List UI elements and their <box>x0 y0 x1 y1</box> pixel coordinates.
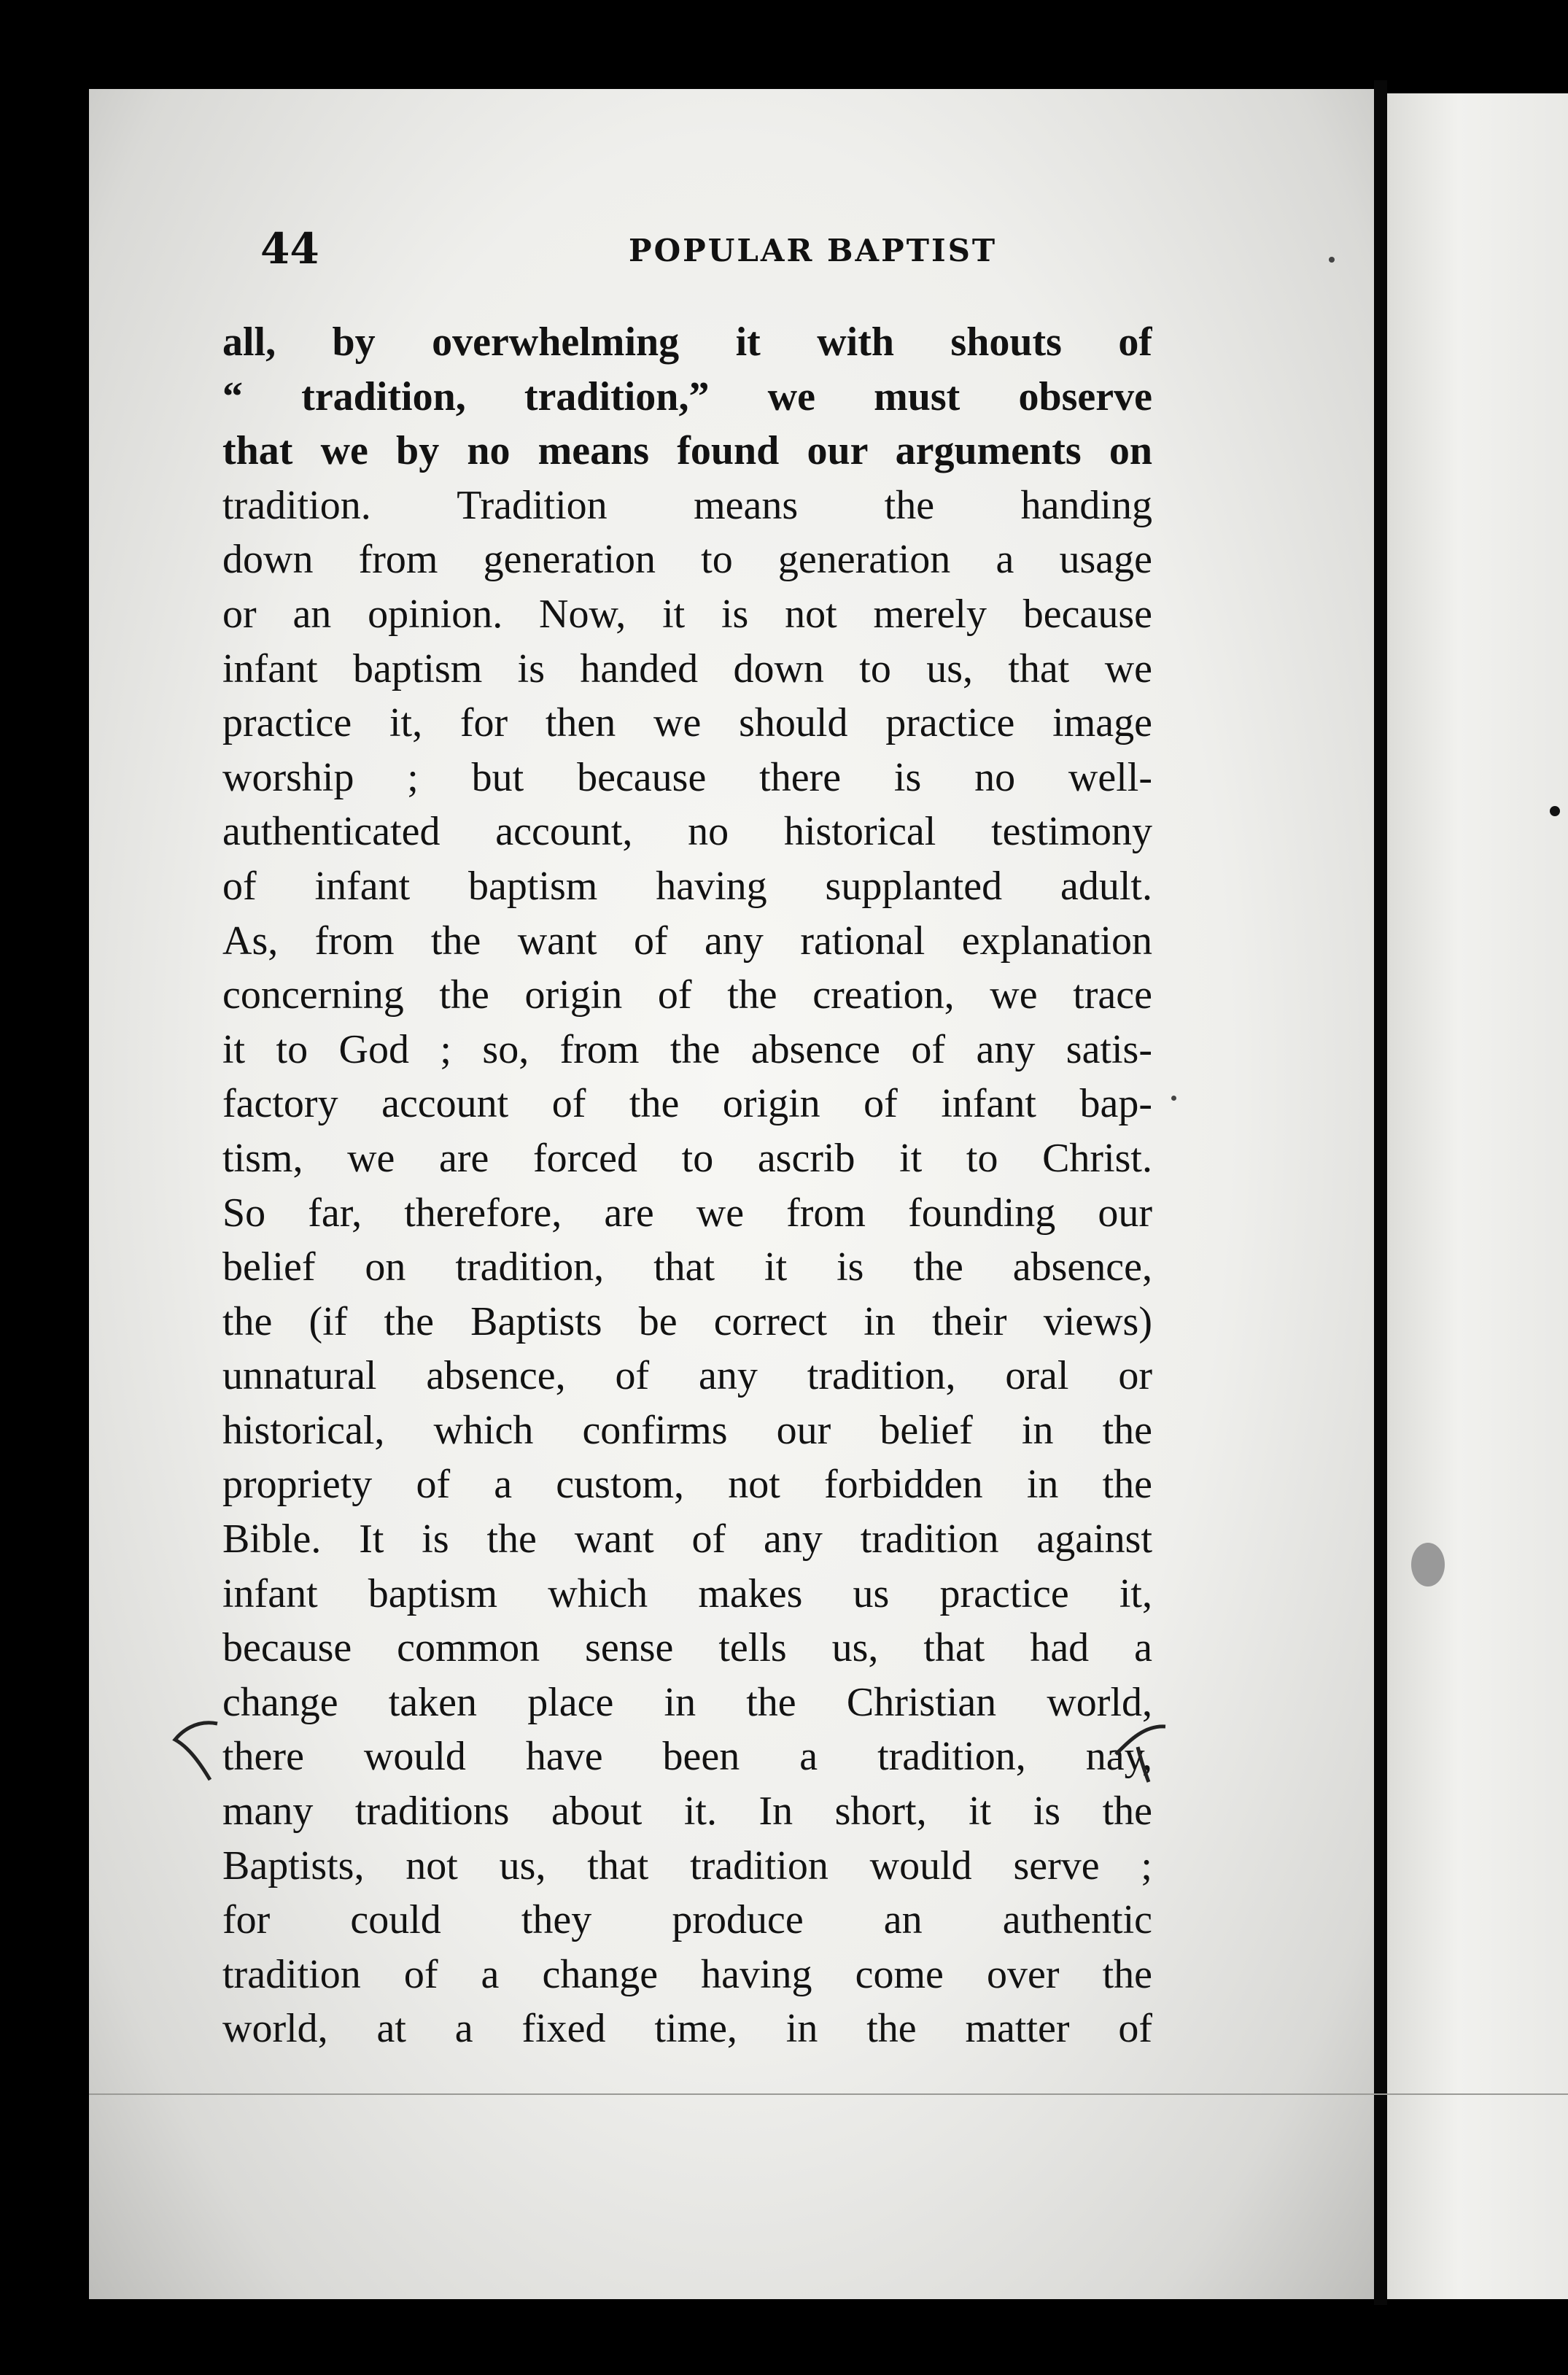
text-line: Bible. It is the want of any tradition against <box>222 1516 1152 1562</box>
text-line: because common sense tells us, that had a <box>222 1625 1152 1671</box>
text-line: the (if the Baptists be correct in their views) <box>222 1298 1152 1344</box>
text-line: “ tradition, tradition,” we must observe <box>222 373 1152 419</box>
page-header <box>89 224 1374 290</box>
text-line: change taken place in the Christian world, <box>222 1679 1152 1725</box>
text-line: propriety of a custom, not forbidden in the <box>222 1462 1152 1508</box>
text-line: unnatural absence, of any tradition, oral or <box>222 1353 1152 1399</box>
book-gutter <box>1374 80 1387 2305</box>
right-bracket-mark-icon <box>1109 1718 1167 1783</box>
text-line: Baptists, not us, that tradition would serve ; <box>222 1843 1152 1888</box>
text-line: factory account of the origin of infant bap- <box>222 1081 1152 1127</box>
text-line: tradition. Tradition means the handing <box>222 482 1152 528</box>
text-line: of infant baptism having supplanted adult. <box>222 863 1152 909</box>
text-line: historical, which confirms our belief in the <box>222 1407 1152 1453</box>
text-line: for could they produce an authentic <box>222 1897 1152 1943</box>
text-line: there would have been a tradition, nay, <box>222 1734 1152 1780</box>
text-line: practice it, for then we should practice image <box>222 700 1152 746</box>
text-line: that we by no means found our arguments on <box>222 428 1152 474</box>
text-line: or an opinion. Now, it is not merely because <box>222 591 1152 637</box>
running-head: POPULAR BAPTIST <box>629 233 998 268</box>
body-text <box>222 315 1152 2056</box>
text-line: down from generation to generation a usage <box>222 537 1152 583</box>
text-line: authenticated account, no historical testimony <box>222 809 1152 855</box>
text-line: world, at a fixed time, in the matter of <box>222 2006 1152 2052</box>
text-line: all, by overwhelming it with shouts of <box>222 319 1152 365</box>
text-line: infant baptism which makes us practice it, <box>222 1570 1152 1616</box>
text-line: So far, therefore, are we from founding our <box>222 1190 1152 1236</box>
text-line: concerning the origin of the creation, we trace <box>222 972 1152 1018</box>
scan-speck <box>1171 1096 1176 1101</box>
facing-page-edge <box>1386 93 1568 2299</box>
text-line: many traditions about it. In short, it is the <box>222 1789 1152 1834</box>
text-line: infant baptism is handed down to us, that we <box>222 646 1152 691</box>
scan-speck <box>1550 806 1560 816</box>
scan-speck <box>1329 257 1335 263</box>
page-number: 44 <box>260 224 319 274</box>
text-line: tism, we are forced to ascrib it to Christ. <box>222 1135 1152 1181</box>
text-line: As, from the want of any rational explanation <box>222 918 1152 964</box>
left-bracket-mark-icon <box>166 1718 225 1783</box>
scan-speck <box>1411 1543 1445 1586</box>
text-line: worship ; but because there is no well- <box>222 754 1152 800</box>
text-line: it to God ; so, from the absence of any satis- <box>222 1026 1152 1072</box>
text-line: belief on tradition, that it is the absence, <box>222 1244 1152 1290</box>
scan-rule-line <box>89 2093 1568 2095</box>
text-line: tradition of a change having come over the <box>222 1951 1152 1997</box>
